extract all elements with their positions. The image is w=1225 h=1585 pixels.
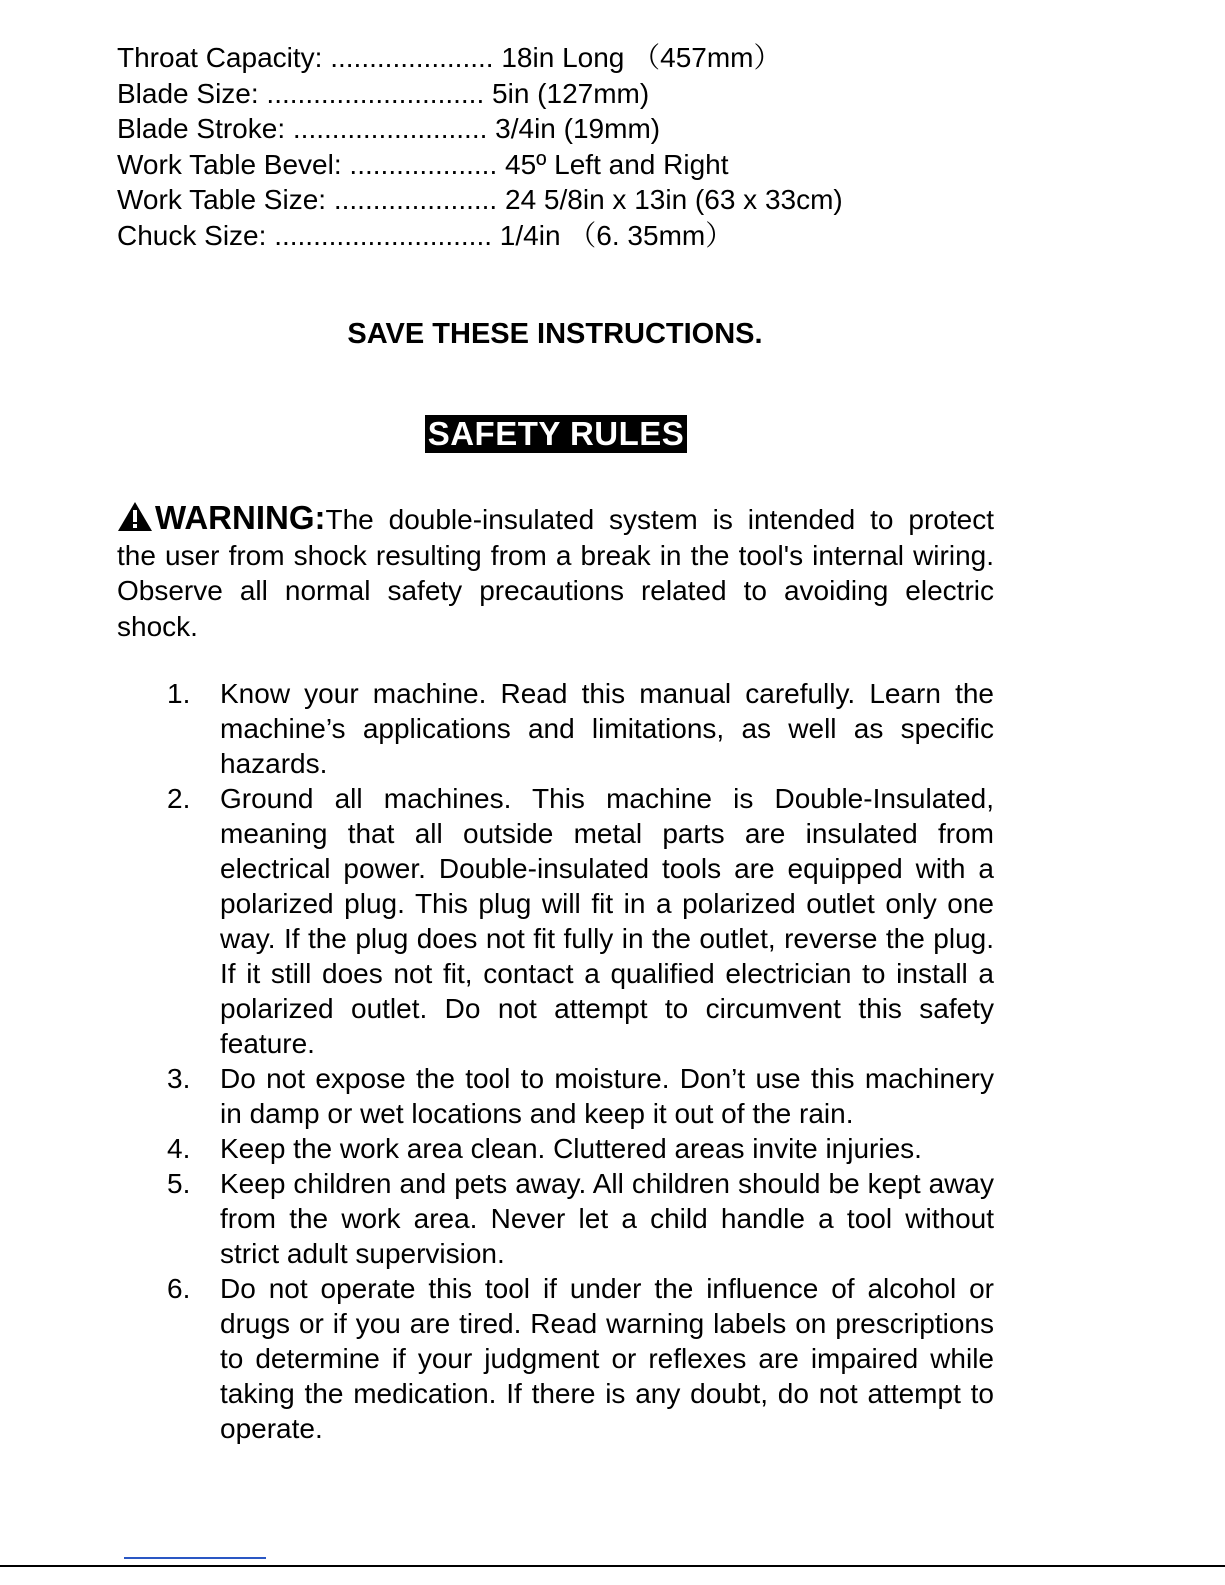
spec-throat-capacity <box>117 40 1017 76</box>
list-item <box>167 1271 994 1446</box>
spec-value: 1/4in （6. 35mm） <box>499 219 734 251</box>
rule-number: 2. <box>167 783 191 814</box>
warning-text: The double-insulated system is intended to protect the user from shock resulting from a break in the tool's internal wiring. Observe all normal safety precautions related to avoiding electric shock. <box>117 504 994 642</box>
spec-label: Throat Capacity: <box>117 42 323 73</box>
rule-number: 3. <box>167 1063 191 1094</box>
rule-number: 1. <box>167 678 191 709</box>
rule-text: Ground all machines. This machine is Double-Insulated, meaning that all outside metal parts are insulated from electrical power. Double-insulated tools are equipped with a polarized plug. This plug will fit in a polarized outlet only one way. If the plug does not fit fully in the outlet, reverse the plug. If it still does not fit, contact a qualified electrician to install a polarized outlet. Do not attempt to circumvent this safety feature. <box>220 783 994 1059</box>
spec-blade-stroke <box>117 111 1017 147</box>
spec-label: Blade Stroke: <box>117 113 286 145</box>
warning-label: WARNING: <box>155 499 326 536</box>
list-item <box>167 1166 994 1271</box>
warning-triangle-icon <box>117 501 153 532</box>
list-item <box>167 781 994 1061</box>
spec-leader-dots: ..................... <box>330 42 494 73</box>
rule-text: Do not expose the tool to moisture. Don’t use this machinery in damp or wet locations and keep it out of the rain. <box>220 1063 994 1129</box>
rule-text: Know your machine. Read this manual carefully. Learn the machine’s applications and limitations, as well as specific hazards. <box>220 678 994 779</box>
spec-label: Chuck Size: <box>117 219 267 251</box>
spec-chuck-size <box>117 218 1017 254</box>
spec-value: 5in (127mm) <box>492 77 650 109</box>
spec-value: 18in Long （457mm） <box>501 42 782 73</box>
spec-leader-dots: ................... <box>349 148 498 180</box>
spec-label: Work Table Bevel: <box>117 148 342 180</box>
spec-value: 24 5/8in x 13in (63 x 33cm) <box>505 184 843 216</box>
spec-leader-dots: ..................... <box>333 184 498 216</box>
rule-number: 6. <box>167 1273 191 1304</box>
footer-accent-line <box>124 1557 266 1559</box>
save-instructions-heading: SAVE THESE INSTRUCTIONS. <box>347 318 763 350</box>
list-item <box>167 1131 994 1166</box>
safety-rules-list <box>0 676 1225 1446</box>
safety-heading-wrap <box>0 415 1112 453</box>
safety-rules-heading: SAFETY RULES <box>425 415 688 453</box>
rule-text: Keep the work area clean. Cluttered areas invite injuries. <box>220 1133 922 1164</box>
list-item <box>167 676 994 781</box>
spec-work-table-bevel <box>117 147 1017 183</box>
rule-number: 4. <box>167 1133 191 1164</box>
page-bottom-rule <box>0 1565 1225 1567</box>
spec-leader-dots: ......................... <box>292 113 488 145</box>
spec-leader-dots: ............................ <box>266 77 485 109</box>
spec-value: 45º Left and Right <box>505 148 729 180</box>
spec-work-table-size <box>117 182 1017 218</box>
warning-paragraph <box>117 500 994 644</box>
list-item <box>167 1061 994 1131</box>
spec-value: 3/4in (19mm) <box>495 113 661 145</box>
rule-number: 5. <box>167 1168 191 1199</box>
spec-leader-dots: ............................ <box>274 219 493 251</box>
rule-text: Do not operate this tool if under the influence of alcohol or drugs or if you are tired. Read warning labels on prescriptions to determine if your judgment or reflexes are impaired while taking the medication. If there is any doubt, do not attempt to operate. <box>220 1273 994 1444</box>
rule-text: Keep children and pets away. All children should be kept away from the work area. Never let a child handle a tool without strict adult supervision. <box>220 1168 994 1269</box>
spec-label: Blade Size: <box>117 77 259 109</box>
spec-list <box>117 40 1017 254</box>
spec-blade-size <box>117 76 1017 112</box>
spec-label: Work Table Size: <box>117 184 327 216</box>
